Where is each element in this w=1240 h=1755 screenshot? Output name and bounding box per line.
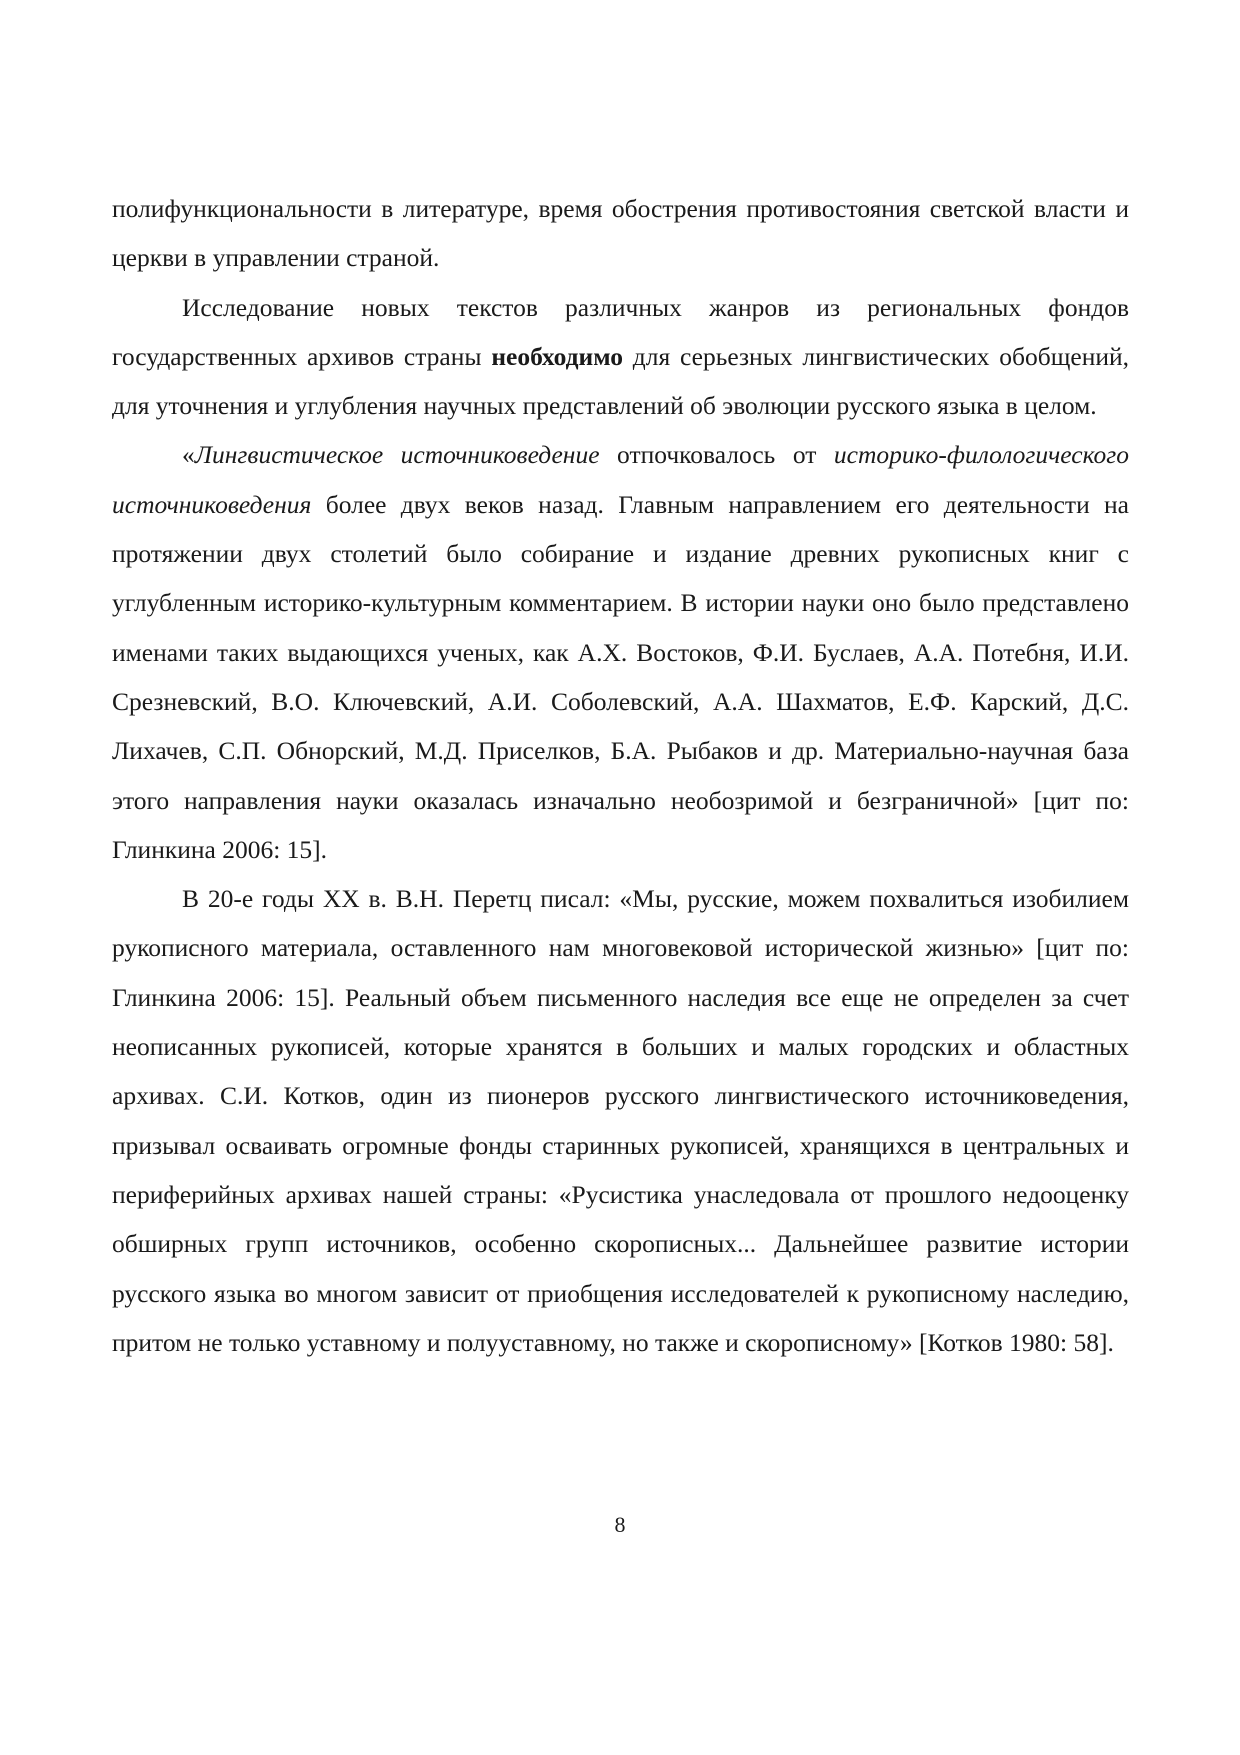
paragraph-source-studies-quote — [112, 430, 1129, 874]
italic-term: Лингвистическое источниковедение — [194, 440, 600, 470]
paragraph-text: полифункциональности в литературе, время обострения противостояния светской власти и церкви в управлении страной. — [112, 194, 1129, 273]
emphasis-bold: необходимо — [491, 341, 624, 371]
page-number: 8 — [614, 1512, 626, 1537]
paragraph-text-end: для серьезных лингвистических обобщений, для уточнения и углубления научных представлений об эволюции русского языка в целом. — [112, 341, 1130, 421]
paragraph-text-rest: более двух веков назад. Главным направлением его деятельности на протяжении двух столетий было собирание и издание древних рукописных книг с углубленным историко-культурным комментарием. В истории науки оно было представлено именами таких выдающихся ученых, как А.Х. Востоков, Ф.И. Буслаев, А.А. Потебня, И.И. Срезневский, В.О. Ключевский, А.И. Соболевский, А.А. Шахматов, Е.Ф. Карский, Д.С. Лихачев, С.П. Обнорский, М.Д. Приселков, Б.А. Рыбаков и др. Материально-научная база этого направления науки оказалась изначально необозримой и безграничной» [цит по: Глинкина 2006: 15]. — [112, 489, 1129, 864]
quote-open: « — [182, 440, 195, 470]
body-text — [112, 184, 1129, 1367]
paragraph-research-necessity — [112, 283, 1129, 431]
paragraph-continuation — [112, 184, 1129, 283]
italic-term: историко-филологического источниковедения — [112, 440, 1129, 519]
paragraph-text: В 20-е годы XX в. В.Н. Перетц писал: «Мы, русские, можем похвалиться изобилием рукописного материала, оставленного нам многовековой исторической жизнью» [цит по: Глинкина 2006: 15]. Реальный объем письменного наследия все еще не определен за счет неописанных рукописей, которые хранятся в больших и малых городских и областных архивах. С.И. Котков, один из пионеров русского лингвистического источниковедения, призывал осваивать огромные фонды старинных рукописей, хранящихся в центральных и периферийных архивах нашей страны: «Русистика унаследовала от прошлого недооценку обширных групп источников, особенно скорописных... Дальнейшее развитие истории русского языка во многом зависит от приобщения исследователей к рукописному наследию, притом не только уставному и полууставному, но также и скорописному» [Котков 1980: 58]. — [112, 884, 1129, 1357]
paragraph-text-mid: отпочковалось от — [599, 440, 834, 470]
paragraph-peretz-kotkov — [112, 874, 1129, 1367]
paragraph-text-start: Исследование новых текстов различных жанров из региональных фондов государственных архивов страны — [112, 292, 1129, 371]
